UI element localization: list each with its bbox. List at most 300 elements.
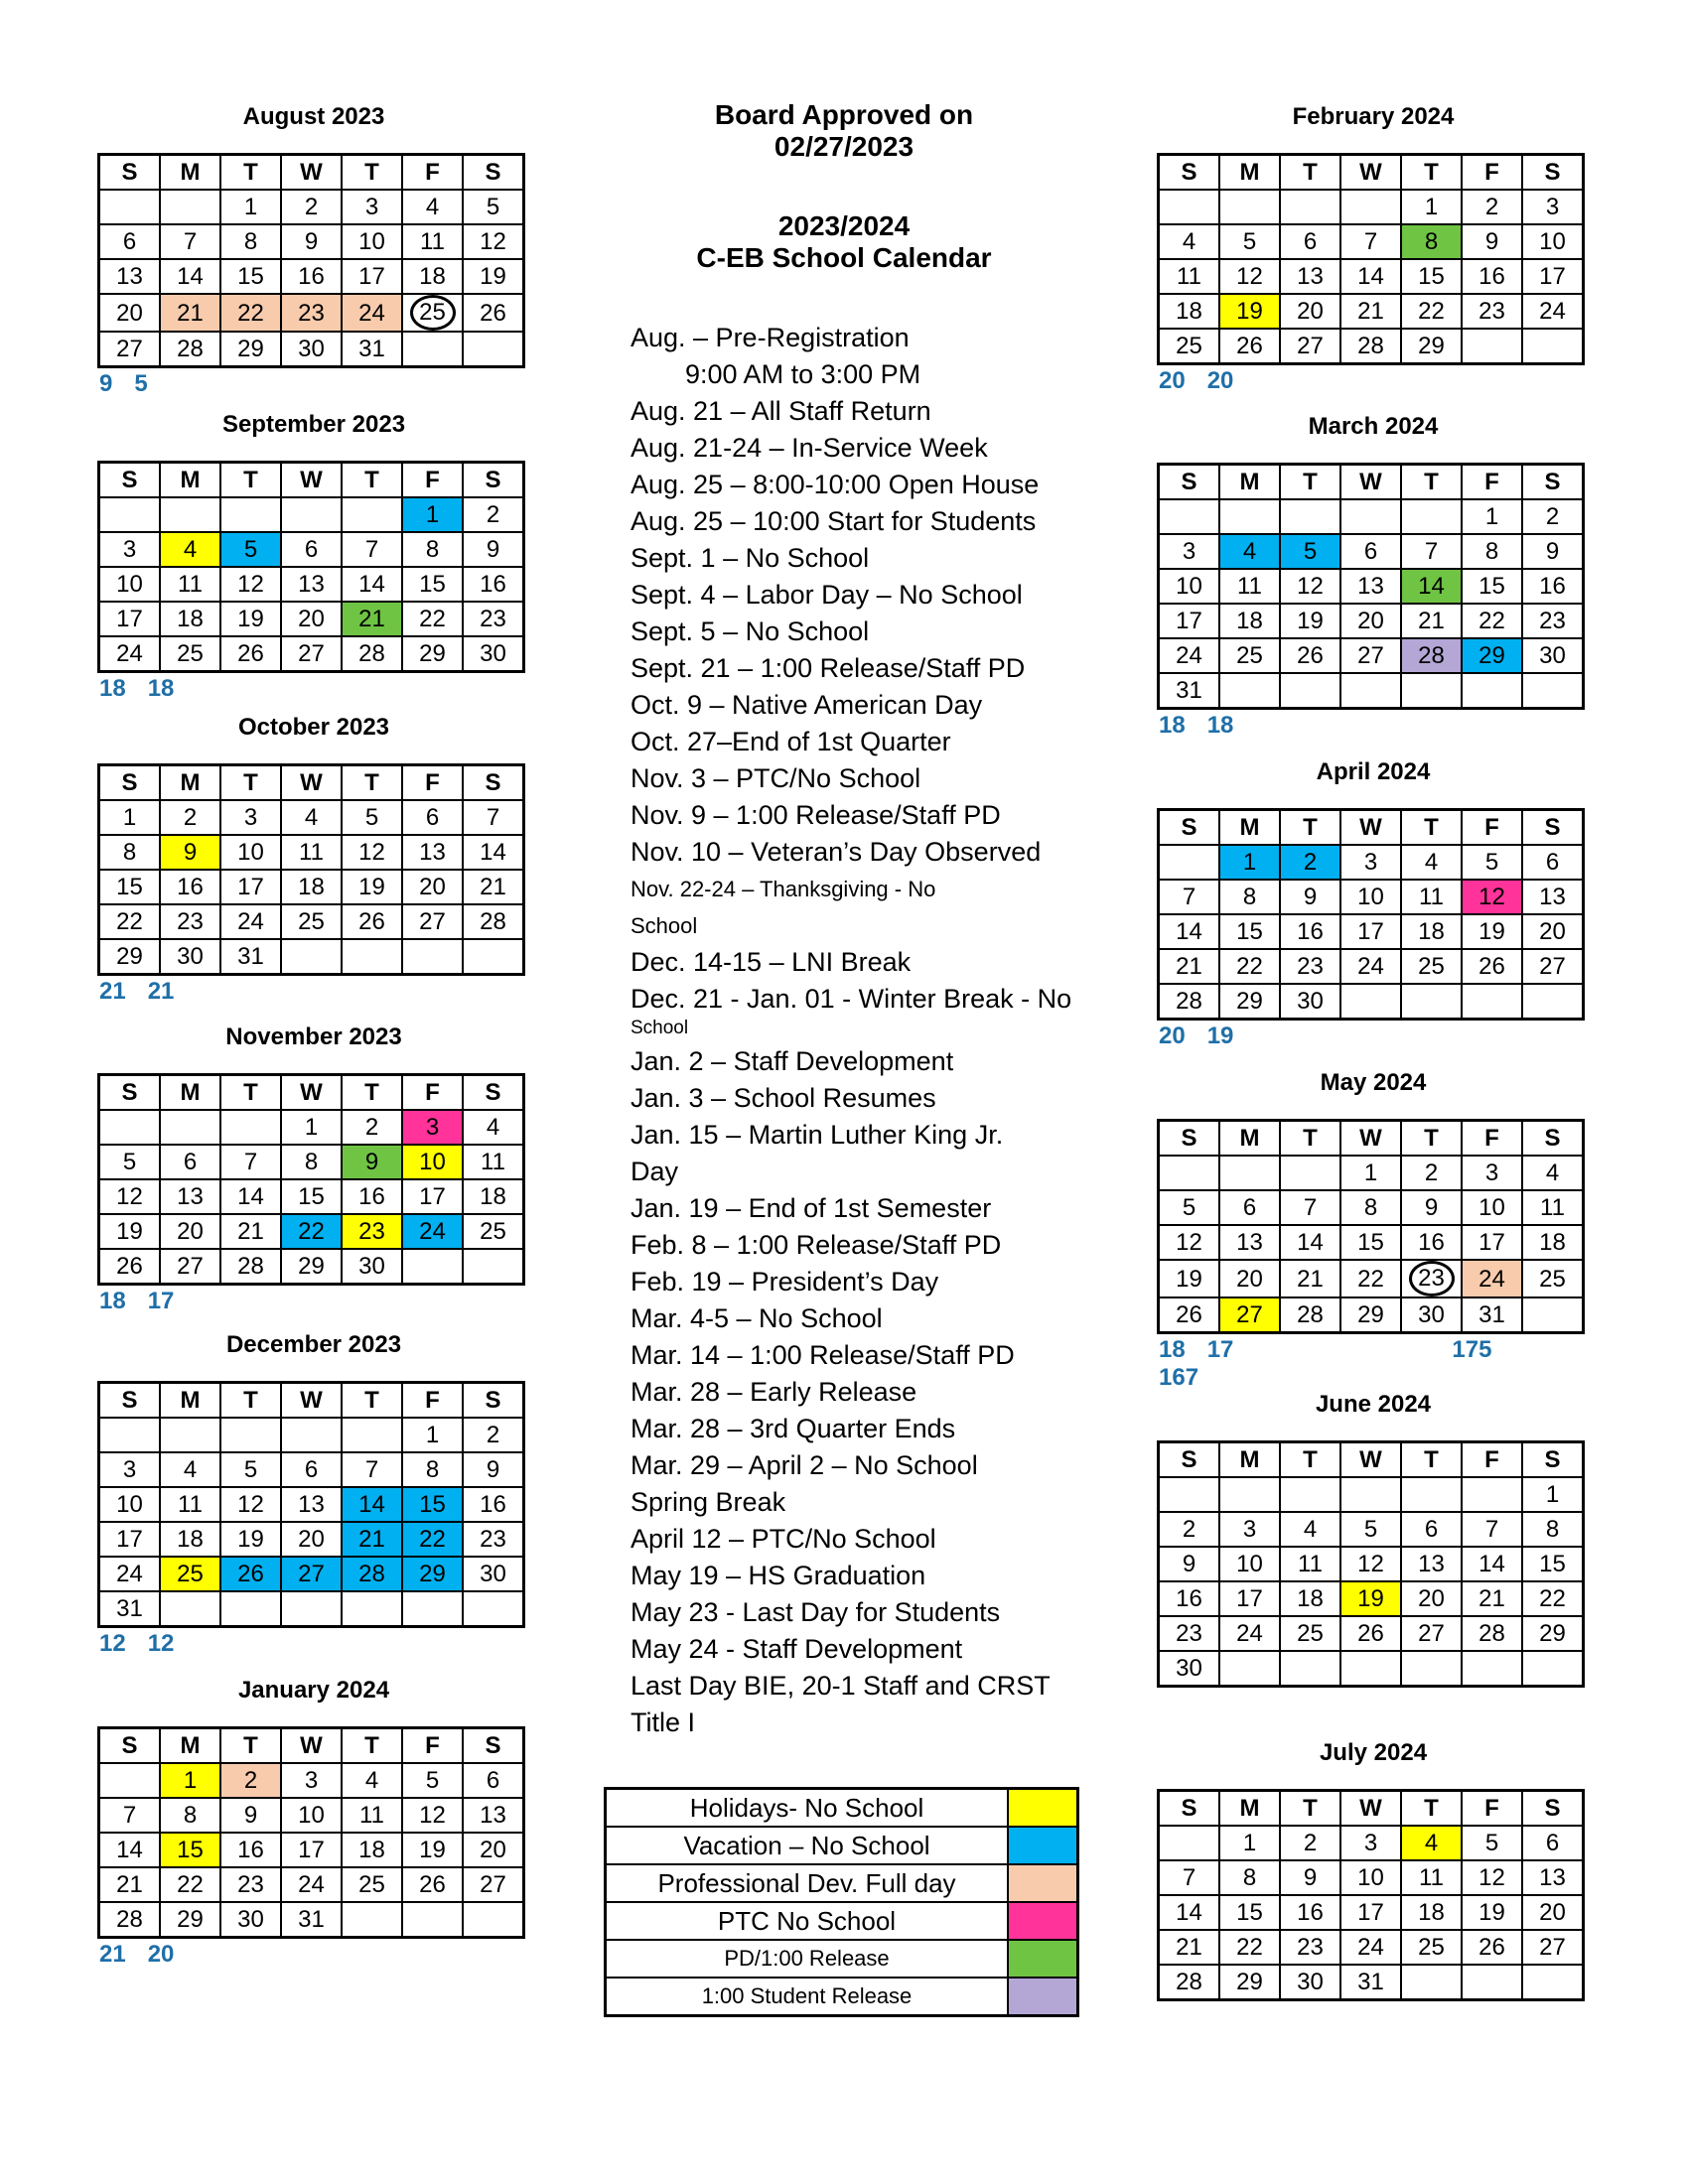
empty-cell <box>1401 1651 1462 1687</box>
day-number: 14 <box>480 839 506 866</box>
day-number: 18 <box>419 263 446 290</box>
day-cell <box>1401 604 1462 638</box>
day-cell <box>1219 294 1280 329</box>
day-cell <box>1340 224 1401 259</box>
day-number: 25 <box>1539 1265 1566 1293</box>
week-row <box>99 532 524 567</box>
day-number: 27 <box>419 908 446 935</box>
empty-cell <box>99 190 161 224</box>
day-cell <box>402 1145 463 1179</box>
day-cell <box>1401 1297 1462 1333</box>
day-number: 8 <box>1424 228 1439 255</box>
day-number: 27 <box>1357 642 1384 669</box>
day-number: 29 <box>1357 1301 1384 1328</box>
day-count: 18 <box>147 675 175 702</box>
week-row <box>99 1418 524 1452</box>
day-number: 19 <box>1478 1899 1505 1926</box>
day-header: F <box>1462 1121 1522 1157</box>
day-number: 27 <box>177 1253 204 1280</box>
day-cell <box>1340 294 1401 329</box>
day-cell <box>342 870 402 904</box>
month-january-2024 <box>97 1673 530 1968</box>
day-number: 3 <box>425 1114 440 1141</box>
day-number: 16 <box>1418 1229 1445 1256</box>
day-number: 3 <box>1545 194 1560 220</box>
day-header: S <box>99 1728 161 1764</box>
day-cell <box>160 1249 220 1285</box>
day-number: 1 <box>1484 503 1499 530</box>
day-header: W <box>281 1383 342 1419</box>
week-row <box>99 602 524 636</box>
empty-cell <box>402 1249 463 1285</box>
day-number: 21 <box>358 606 385 632</box>
day-cell <box>1401 880 1462 914</box>
day-cell <box>1159 1190 1220 1225</box>
day-header: F <box>402 1728 463 1764</box>
day-number: 6 <box>486 1767 500 1794</box>
day-number: 14 <box>1357 263 1384 290</box>
day-cell <box>1462 638 1522 673</box>
day-number: 23 <box>298 299 325 327</box>
day-cell <box>220 294 281 332</box>
day-count: 167 <box>1159 1364 1199 1391</box>
day-number: 24 <box>298 1871 325 1898</box>
day-number: 30 <box>237 1906 264 1933</box>
day-number: 21 <box>1478 1585 1505 1612</box>
day-number: 28 <box>358 640 385 667</box>
day-header-row <box>99 155 524 191</box>
day-number: 3 <box>1484 1160 1499 1186</box>
week-row <box>1159 1616 1584 1651</box>
week-row <box>99 636 524 672</box>
day-header: F <box>1462 810 1522 846</box>
day-number: 28 <box>1176 988 1202 1015</box>
day-cell <box>342 636 402 672</box>
day-number: 20 <box>480 1837 506 1863</box>
empty-cell <box>402 939 463 975</box>
day-number: 15 <box>177 1837 204 1863</box>
week-row <box>1159 1512 1584 1547</box>
day-number: 10 <box>1176 573 1202 600</box>
week-row <box>1159 224 1584 259</box>
legend-label: PTC No School <box>606 1902 1009 1940</box>
day-number: 14 <box>358 1491 385 1518</box>
event-item: Mar. 29 – April 2 – No School <box>631 1450 978 1480</box>
day-number: 10 <box>116 1491 143 1518</box>
day-cell <box>342 532 402 567</box>
day-cell <box>342 800 402 835</box>
day-number: 10 <box>1357 884 1384 910</box>
day-cell <box>1401 1930 1462 1965</box>
day-number: 20 <box>116 299 143 327</box>
day-cell <box>1340 1297 1401 1333</box>
day-number: 7 <box>1303 1194 1318 1221</box>
day-counts <box>97 1630 223 1658</box>
empty-cell <box>1522 673 1584 709</box>
day-number: 23 <box>1297 1934 1324 1961</box>
day-number: 28 <box>358 1561 385 1587</box>
day-cell <box>1340 1190 1401 1225</box>
day-cell <box>1522 1581 1584 1616</box>
day-number: 26 <box>1478 953 1505 980</box>
day-cell <box>342 1110 402 1145</box>
month-title: January 2024 <box>237 1677 390 1704</box>
empty-cell <box>1159 499 1220 534</box>
day-number: 10 <box>419 1149 446 1175</box>
day-number: 13 <box>298 1491 325 1518</box>
day-cell <box>1219 1547 1280 1581</box>
day-number: 27 <box>1297 333 1324 359</box>
day-cell <box>1401 1616 1462 1651</box>
day-cell <box>160 1214 220 1249</box>
event-item: School <box>631 1018 689 1038</box>
day-cell <box>1159 949 1220 984</box>
day-number: 25 <box>1418 1934 1445 1961</box>
day-number: 28 <box>1478 1620 1505 1647</box>
day-count: 20 <box>1159 367 1186 394</box>
day-number: 7 <box>486 804 500 831</box>
day-cell <box>402 636 463 672</box>
event-item: Feb. 8 – 1:00 Release/Staff PD <box>631 1230 1002 1260</box>
day-number: 26 <box>116 1253 143 1280</box>
day-number: 28 <box>1357 333 1384 359</box>
day-cell <box>1462 1225 1522 1260</box>
day-number: 30 <box>480 1561 506 1587</box>
day-number: 12 <box>237 1491 264 1518</box>
day-header: W <box>1340 810 1401 846</box>
day-cell <box>1522 845 1584 880</box>
legend-label: Professional Dev. Full day <box>606 1864 1009 1902</box>
day-cell <box>1159 673 1220 709</box>
day-number: 5 <box>1484 1830 1499 1856</box>
day-number: 23 <box>237 1871 264 1898</box>
day-cell <box>1159 1651 1220 1687</box>
month-october-2023 <box>97 710 530 1005</box>
day-cell <box>1159 604 1220 638</box>
day-cell <box>463 259 524 294</box>
day-counts <box>97 675 223 703</box>
day-number: 10 <box>116 571 143 598</box>
day-cell <box>1340 1156 1401 1190</box>
week-row <box>99 259 524 294</box>
day-header: W <box>1340 1791 1401 1827</box>
day-cell <box>463 636 524 672</box>
day-cell <box>342 1557 402 1591</box>
day-count: 5 <box>134 370 148 397</box>
day-cell <box>1219 914 1280 949</box>
day-number: 4 <box>1242 538 1257 565</box>
day-cell <box>281 1145 342 1179</box>
day-cell <box>220 1557 281 1591</box>
week-row <box>99 1591 524 1627</box>
day-count: 20 <box>1206 367 1234 394</box>
empty-cell <box>1280 190 1340 224</box>
day-cell <box>1219 1512 1280 1547</box>
day-cell <box>402 1798 463 1833</box>
day-number: 21 <box>1297 1265 1324 1293</box>
empty-cell <box>160 1591 220 1627</box>
day-cell <box>1401 1860 1462 1895</box>
day-cell <box>99 835 161 870</box>
day-cell <box>342 259 402 294</box>
day-cell <box>1522 1860 1584 1895</box>
day-cell <box>281 1833 342 1867</box>
day-number: 4 <box>183 536 198 563</box>
calendar-grid <box>1157 808 1585 1021</box>
day-header: M <box>160 1075 220 1111</box>
day-number: 19 <box>116 1218 143 1245</box>
day-header: F <box>402 463 463 498</box>
day-number: 12 <box>419 1802 446 1829</box>
day-header: T <box>342 1383 402 1419</box>
day-number: 26 <box>1297 642 1324 669</box>
day-number: 24 <box>237 908 264 935</box>
day-count: 18 <box>1206 712 1234 739</box>
day-cell <box>220 1763 281 1798</box>
day-header: T <box>220 1728 281 1764</box>
day-cell <box>281 602 342 636</box>
day-cell <box>1159 1260 1220 1297</box>
day-number: 18 <box>480 1183 506 1210</box>
day-number: 8 <box>425 536 440 563</box>
day-number: 22 <box>1478 608 1505 634</box>
approval-note <box>635 99 1053 163</box>
day-cell <box>1401 1826 1462 1860</box>
empty-cell <box>402 1591 463 1627</box>
month-june-2024 <box>1157 1387 1590 1688</box>
empty-cell <box>1280 1477 1340 1512</box>
event-item: May 24 - Staff Development <box>631 1634 963 1664</box>
day-cell <box>402 224 463 259</box>
day-number: 19 <box>1357 1585 1384 1612</box>
day-cell <box>402 1110 463 1145</box>
day-cell <box>1462 259 1522 294</box>
day-cell <box>1159 1547 1220 1581</box>
day-number: 18 <box>177 606 204 632</box>
day-number: 12 <box>1297 573 1324 600</box>
day-header: F <box>402 765 463 801</box>
calendar-grid <box>1157 1789 1585 2001</box>
day-cell <box>463 1763 524 1798</box>
week-row <box>1159 499 1584 534</box>
week-row <box>1159 1581 1584 1616</box>
day-number: 31 <box>116 1595 143 1622</box>
day-cell <box>99 1591 161 1627</box>
day-number: 22 <box>419 1526 446 1553</box>
day-number: 25 <box>480 1218 506 1245</box>
empty-cell <box>1159 1477 1220 1512</box>
day-cell <box>1462 569 1522 604</box>
day-header: W <box>1340 1442 1401 1478</box>
day-header: T <box>220 1075 281 1111</box>
day-cell <box>1159 1895 1220 1930</box>
day-header: F <box>402 1383 463 1419</box>
day-header: M <box>1219 810 1280 846</box>
day-cell <box>1462 1616 1522 1651</box>
day-number: 8 <box>243 228 258 255</box>
day-cell <box>220 939 281 975</box>
day-cell <box>99 636 161 672</box>
day-number: 2 <box>486 1422 500 1448</box>
legend-swatch <box>1008 1789 1078 1828</box>
day-cell <box>220 259 281 294</box>
day-header: M <box>160 765 220 801</box>
event-item: Aug. – Pre-Registration <box>631 323 910 352</box>
day-number: 25 <box>298 908 325 935</box>
day-cell <box>463 602 524 636</box>
day-cell <box>1522 1156 1584 1190</box>
day-number: 30 <box>177 943 204 970</box>
empty-cell <box>1401 1477 1462 1512</box>
day-cell <box>1280 845 1340 880</box>
day-number: 3 <box>122 1456 137 1483</box>
day-header: W <box>1340 155 1401 191</box>
day-cell <box>1522 534 1584 569</box>
day-header-row <box>1159 810 1584 846</box>
day-number: 27 <box>298 640 325 667</box>
day-cell <box>1522 1260 1584 1297</box>
day-number: 5 <box>1363 1516 1378 1543</box>
day-header: T <box>1280 465 1340 500</box>
day-number: 17 <box>1478 1229 1505 1256</box>
day-number: 24 <box>1176 642 1202 669</box>
day-cell <box>220 567 281 602</box>
day-number: 22 <box>116 908 143 935</box>
day-cell <box>1280 1225 1340 1260</box>
day-number: 19 <box>1236 298 1263 325</box>
week-row <box>99 1110 524 1145</box>
day-cell <box>1159 1616 1220 1651</box>
day-number: 16 <box>1478 263 1505 290</box>
day-header: S <box>1159 1121 1220 1157</box>
week-row <box>1159 1477 1584 1512</box>
day-number: 9 <box>1545 538 1560 565</box>
day-header: T <box>1401 465 1462 500</box>
empty-cell <box>463 332 524 367</box>
day-count: 175 <box>1452 1336 1492 1363</box>
day-number: 24 <box>419 1218 446 1245</box>
day-number: 2 <box>304 194 319 220</box>
day-cell <box>1159 1965 1220 2000</box>
empty-cell <box>281 939 342 975</box>
day-cell <box>1401 224 1462 259</box>
week-row <box>99 1798 524 1833</box>
day-number: 25 <box>1418 953 1445 980</box>
empty-cell <box>1462 984 1522 1020</box>
day-cell <box>1280 259 1340 294</box>
day-cell <box>220 904 281 939</box>
day-number: 6 <box>1424 1516 1439 1543</box>
day-number: 10 <box>358 228 385 255</box>
empty-cell <box>160 497 220 532</box>
day-number: 20 <box>1297 298 1324 325</box>
day-number: 6 <box>1545 1830 1560 1856</box>
empty-cell <box>463 1591 524 1627</box>
day-number: 16 <box>1297 918 1324 945</box>
empty-cell <box>99 1110 161 1145</box>
day-number: 8 <box>304 1149 319 1175</box>
day-number: 22 <box>1236 1934 1263 1961</box>
day-header: T <box>342 1728 402 1764</box>
empty-cell <box>1159 190 1220 224</box>
day-header: M <box>160 155 220 191</box>
week-row <box>1159 1651 1584 1687</box>
day-cell <box>160 1763 220 1798</box>
day-number: 25 <box>177 640 204 667</box>
day-cell <box>1340 1860 1401 1895</box>
legend-swatch <box>1008 1864 1078 1902</box>
day-cell <box>1280 1826 1340 1860</box>
day-number: 11 <box>1298 1551 1323 1577</box>
day-cell <box>281 1902 342 1938</box>
day-cell <box>1401 1225 1462 1260</box>
day-number: 24 <box>1539 298 1566 325</box>
week-row <box>1159 329 1584 364</box>
empty-cell <box>1340 190 1401 224</box>
day-number: 5 <box>486 194 500 220</box>
empty-cell <box>463 1249 524 1285</box>
day-cell <box>1219 1581 1280 1616</box>
day-header: T <box>1280 1791 1340 1827</box>
day-number: 21 <box>358 1526 385 1553</box>
day-number: 15 <box>116 874 143 900</box>
event-item: April 12 – PTC/No School <box>631 1524 936 1554</box>
day-cell <box>99 332 161 367</box>
event-item: Sept. 1 – No School <box>631 543 870 573</box>
week-row <box>99 497 524 532</box>
day-number: 5 <box>1484 849 1499 876</box>
day-count: 18 <box>1159 1336 1186 1363</box>
day-number: 8 <box>183 1802 198 1829</box>
day-cell <box>1522 1895 1584 1930</box>
day-cell <box>1462 1581 1522 1616</box>
empty-cell <box>1219 1477 1280 1512</box>
day-number: 1 <box>122 804 137 831</box>
day-number: 20 <box>298 1526 325 1553</box>
day-cell <box>99 224 161 259</box>
day-cell <box>99 567 161 602</box>
day-cell <box>342 190 402 224</box>
empty-cell <box>1159 1156 1220 1190</box>
empty-cell <box>1462 1477 1522 1512</box>
events-list <box>631 320 1087 1741</box>
event-item: Aug. 25 – 8:00-10:00 Open House <box>631 470 1040 499</box>
day-cell <box>1462 1860 1522 1895</box>
day-cell <box>99 1145 161 1179</box>
day-header-row <box>1159 1121 1584 1157</box>
day-cell <box>160 532 220 567</box>
day-number: 31 <box>1357 1969 1384 1995</box>
day-cell <box>463 1110 524 1145</box>
event-item: Nov. 9 – 1:00 Release/Staff PD <box>631 800 1001 830</box>
day-cell <box>1280 1260 1340 1297</box>
day-number: 14 <box>1478 1551 1505 1577</box>
empty-cell <box>160 190 220 224</box>
day-number: 22 <box>1539 1585 1566 1612</box>
day-number: 21 <box>1357 298 1384 325</box>
day-number: 6 <box>122 228 137 255</box>
day-cell <box>1462 1826 1522 1860</box>
day-cell <box>1522 499 1584 534</box>
day-cell <box>1462 294 1522 329</box>
day-number: 15 <box>1478 573 1505 600</box>
calendar-grid <box>97 1726 525 1939</box>
day-cell <box>220 602 281 636</box>
empty-cell <box>1219 1651 1280 1687</box>
day-cell <box>1340 1895 1401 1930</box>
day-cell <box>1159 224 1220 259</box>
day-number: 13 <box>480 1802 506 1829</box>
